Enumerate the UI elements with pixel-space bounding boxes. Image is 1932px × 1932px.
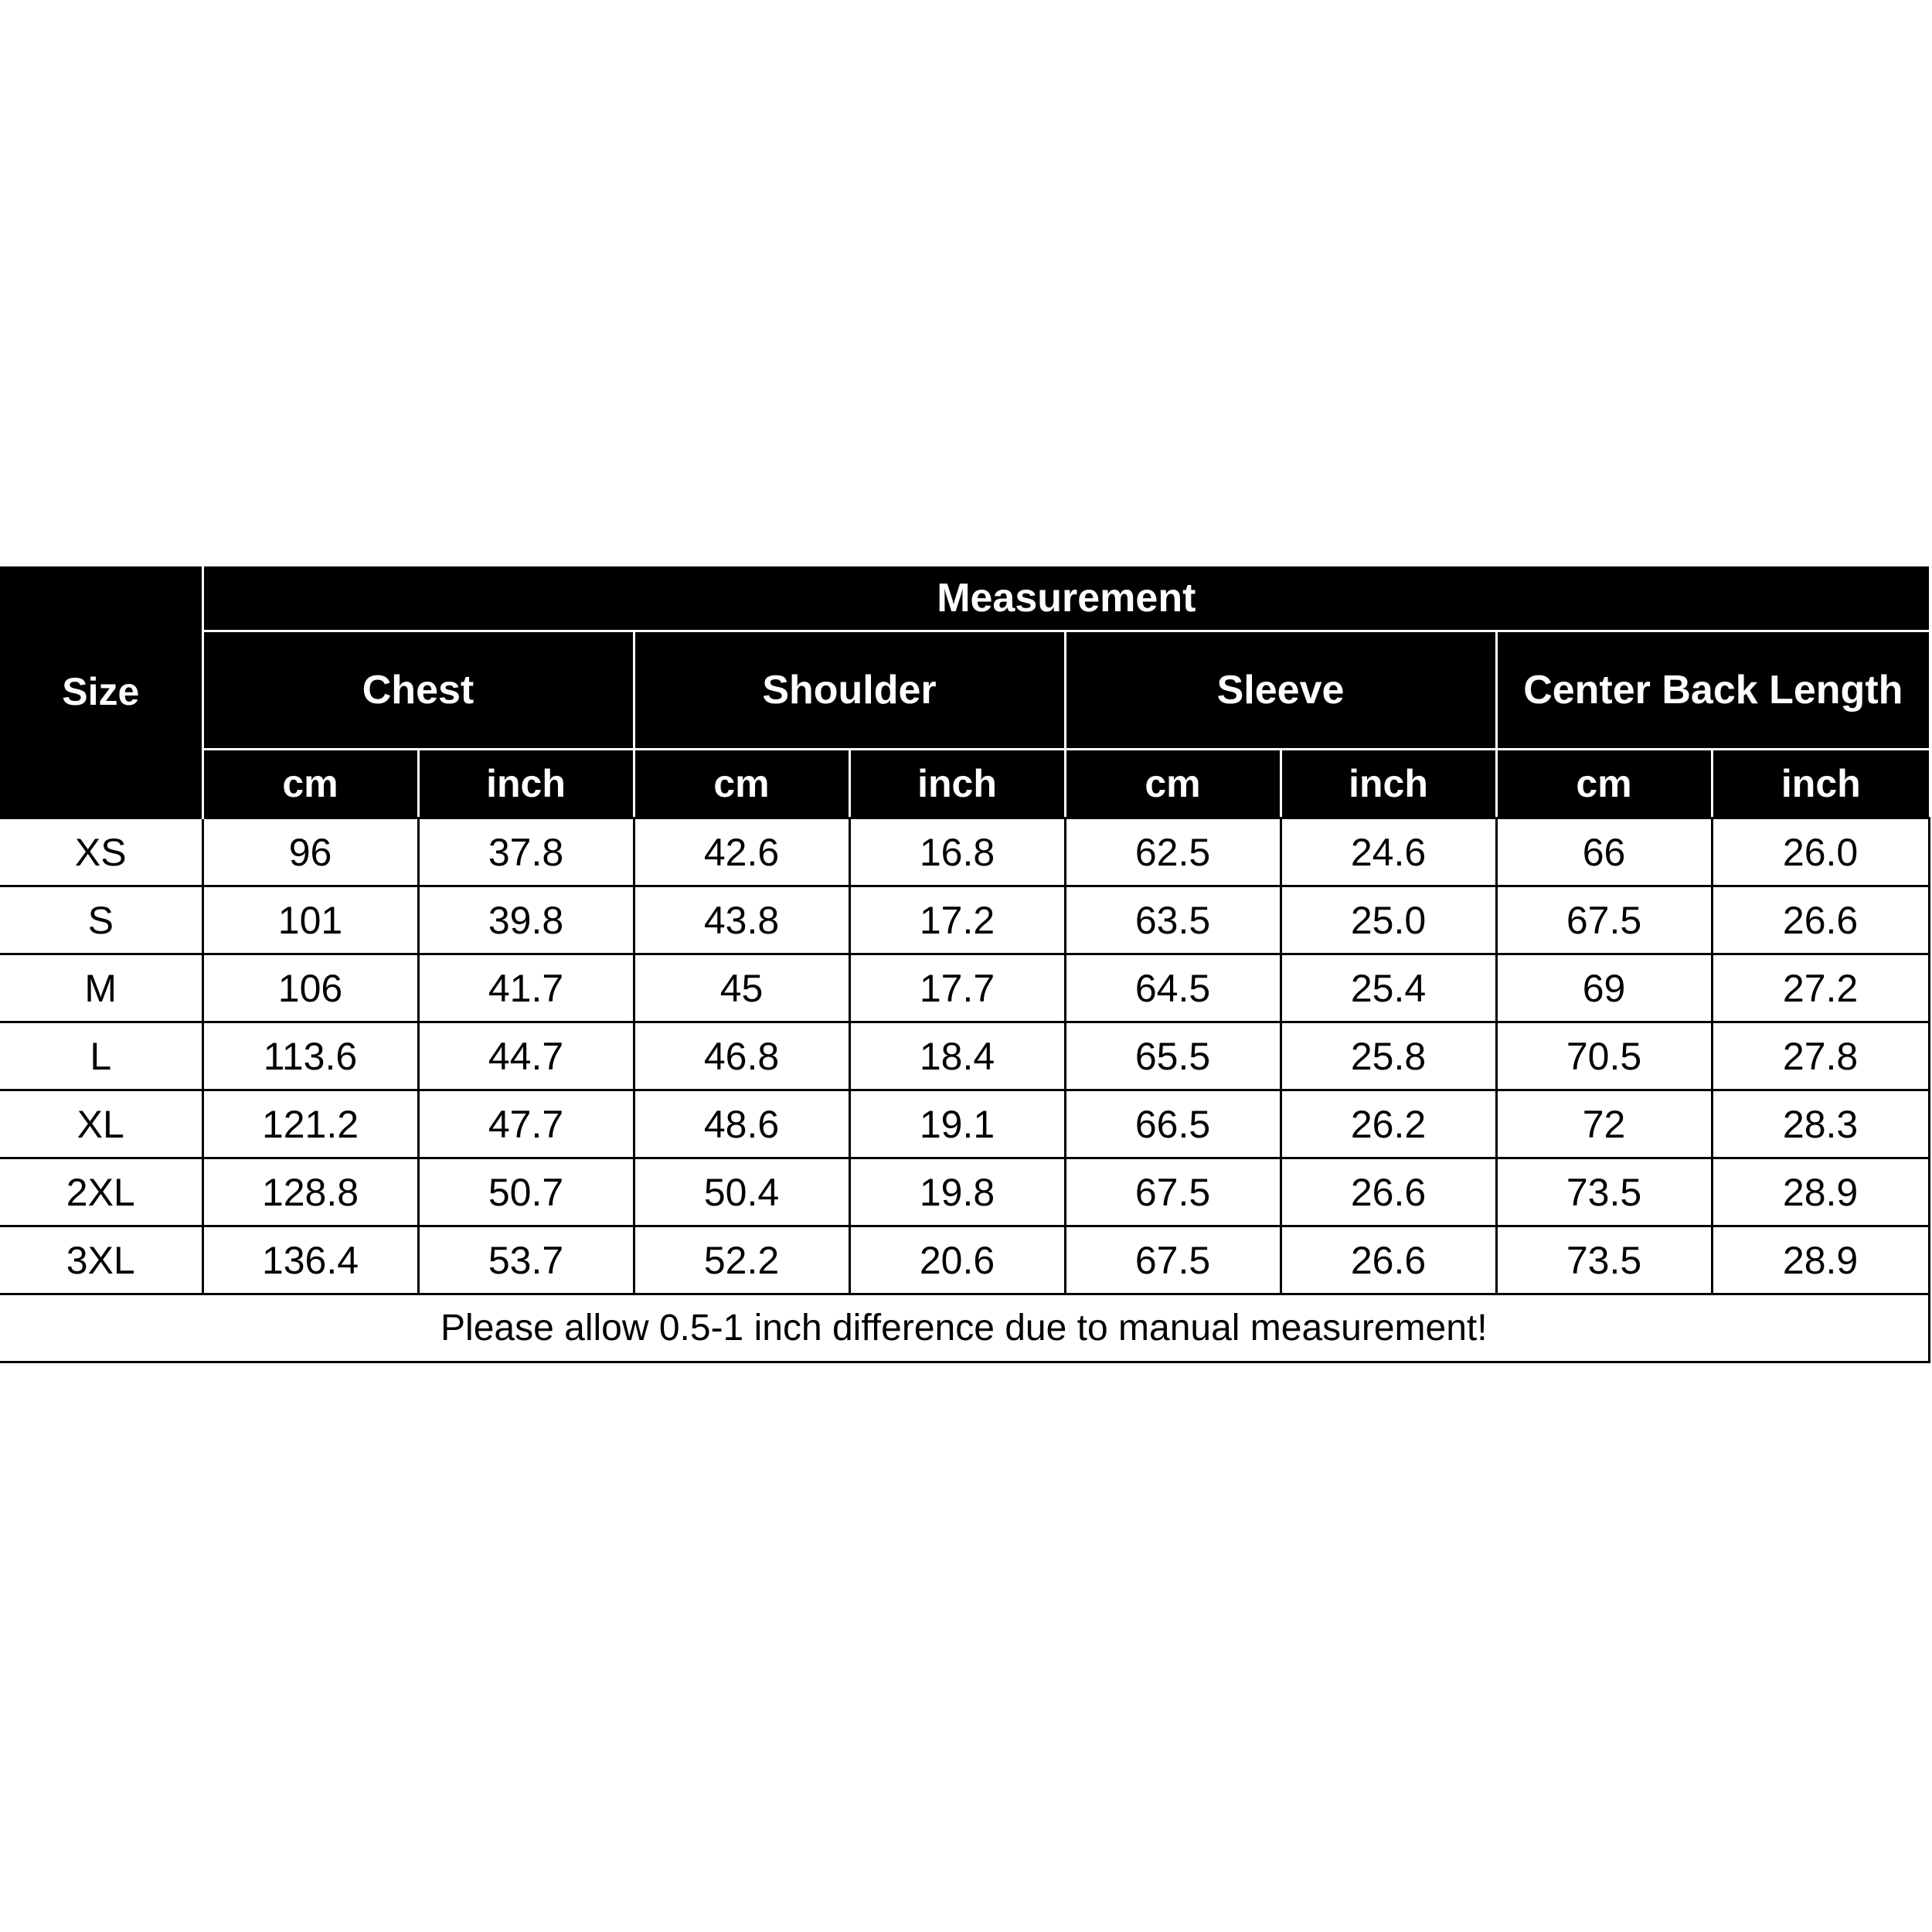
table-row — [0, 954, 1929, 1022]
value-cell: 19.8 — [849, 1158, 1065, 1226]
value-cell: 53.7 — [418, 1226, 634, 1294]
value-cell: 65.5 — [1065, 1022, 1281, 1090]
value-cell: 28.3 — [1712, 1090, 1929, 1158]
value-cell: 28.9 — [1712, 1158, 1929, 1226]
table-row — [0, 886, 1929, 954]
footnote: Please allow 0.5-1 inch difference due to manual measurement! — [0, 1294, 1929, 1362]
unit-header: cm — [1065, 750, 1281, 818]
value-cell: 67.5 — [1496, 886, 1712, 954]
value-cell: 25.8 — [1281, 1022, 1496, 1090]
value-cell: 26.6 — [1281, 1158, 1496, 1226]
value-cell: 27.2 — [1712, 954, 1929, 1022]
value-cell: 106 — [202, 954, 418, 1022]
value-cell: 62.5 — [1065, 818, 1281, 886]
size-cell: XS — [0, 818, 202, 886]
value-cell: 52.2 — [634, 1226, 849, 1294]
value-cell: 96 — [202, 818, 418, 886]
table-body — [0, 818, 1929, 1362]
value-cell: 136.4 — [202, 1226, 418, 1294]
size-cell: 3XL — [0, 1226, 202, 1294]
value-cell: 28.9 — [1712, 1226, 1929, 1294]
size-cell: L — [0, 1022, 202, 1090]
value-cell: 47.7 — [418, 1090, 634, 1158]
value-cell: 73.5 — [1496, 1226, 1712, 1294]
value-cell: 70.5 — [1496, 1022, 1712, 1090]
value-cell: 26.2 — [1281, 1090, 1496, 1158]
table-row — [0, 1090, 1929, 1158]
value-cell: 66.5 — [1065, 1090, 1281, 1158]
size-chart-table — [0, 566, 1930, 1363]
value-cell: 113.6 — [202, 1022, 418, 1090]
value-cell: 26.6 — [1712, 886, 1929, 954]
value-cell: 67.5 — [1065, 1226, 1281, 1294]
unit-header: inch — [1281, 750, 1496, 818]
table-row — [0, 1226, 1929, 1294]
value-cell: 19.1 — [849, 1090, 1065, 1158]
value-cell: 63.5 — [1065, 886, 1281, 954]
value-cell: 20.6 — [849, 1226, 1065, 1294]
size-cell: 2XL — [0, 1158, 202, 1226]
value-cell: 50.4 — [634, 1158, 849, 1226]
value-cell: 73.5 — [1496, 1158, 1712, 1226]
group-header-center-back-length: Center Back Length — [1496, 631, 1929, 750]
value-cell: 43.8 — [634, 886, 849, 954]
value-cell: 39.8 — [418, 886, 634, 954]
value-cell: 50.7 — [418, 1158, 634, 1226]
value-cell: 18.4 — [849, 1022, 1065, 1090]
value-cell: 27.8 — [1712, 1022, 1929, 1090]
value-cell: 67.5 — [1065, 1158, 1281, 1226]
value-cell: 69 — [1496, 954, 1712, 1022]
table-row — [0, 1158, 1929, 1226]
value-cell: 25.0 — [1281, 886, 1496, 954]
value-cell: 72 — [1496, 1090, 1712, 1158]
unit-header: cm — [202, 750, 418, 818]
value-cell: 37.8 — [418, 818, 634, 886]
value-cell: 16.8 — [849, 818, 1065, 886]
group-header-sleeve: Sleeve — [1065, 631, 1496, 750]
value-cell: 26.0 — [1712, 818, 1929, 886]
value-cell: 17.7 — [849, 954, 1065, 1022]
value-cell: 48.6 — [634, 1090, 849, 1158]
unit-header: cm — [1496, 750, 1712, 818]
measurement-header: Measurement — [202, 566, 1929, 631]
value-cell: 26.6 — [1281, 1226, 1496, 1294]
unit-header: inch — [1712, 750, 1929, 818]
value-cell: 101 — [202, 886, 418, 954]
value-cell: 64.5 — [1065, 954, 1281, 1022]
table-row — [0, 1022, 1929, 1090]
value-cell: 66 — [1496, 818, 1712, 886]
value-cell: 121.2 — [202, 1090, 418, 1158]
size-cell: XL — [0, 1090, 202, 1158]
unit-header: inch — [418, 750, 634, 818]
unit-header: cm — [634, 750, 849, 818]
unit-header: inch — [849, 750, 1065, 818]
group-header-chest: Chest — [202, 631, 634, 750]
size-column-header: Size — [0, 566, 202, 818]
value-cell: 17.2 — [849, 886, 1065, 954]
value-cell: 41.7 — [418, 954, 634, 1022]
table-row — [0, 818, 1929, 886]
group-header-shoulder: Shoulder — [634, 631, 1065, 750]
value-cell: 24.6 — [1281, 818, 1496, 886]
value-cell: 42.6 — [634, 818, 849, 886]
size-cell: M — [0, 954, 202, 1022]
value-cell: 44.7 — [418, 1022, 634, 1090]
value-cell: 25.4 — [1281, 954, 1496, 1022]
value-cell: 46.8 — [634, 1022, 849, 1090]
value-cell: 128.8 — [202, 1158, 418, 1226]
value-cell: 45 — [634, 954, 849, 1022]
size-cell: S — [0, 886, 202, 954]
